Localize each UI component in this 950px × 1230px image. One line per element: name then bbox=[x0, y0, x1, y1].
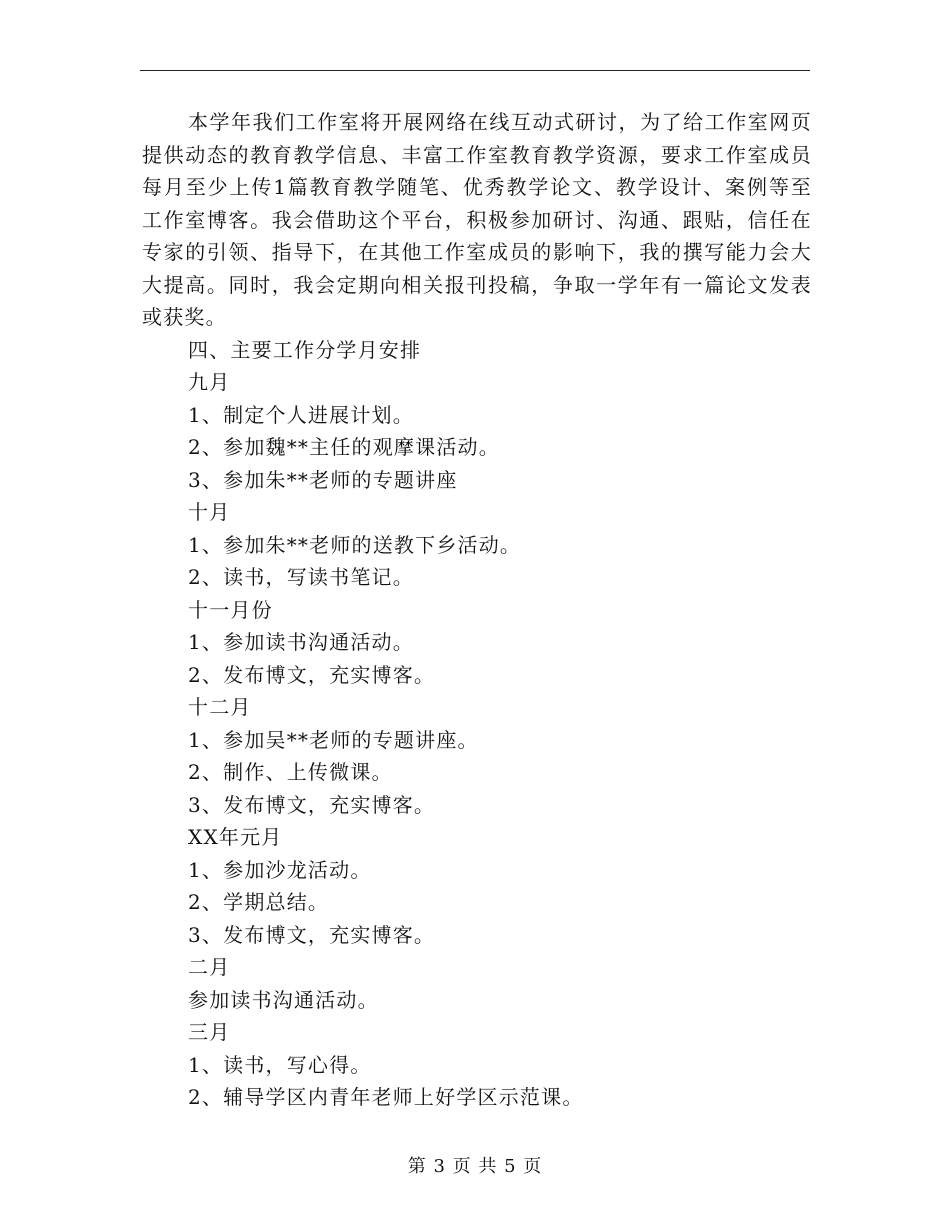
month-heading: 十二月 bbox=[188, 695, 252, 719]
month-heading: 十一月份 bbox=[188, 597, 273, 622]
list-item: 2、制作、上传微课。 bbox=[188, 760, 393, 784]
list-item: 2、辅导学区内青年老师上好学区示范课。 bbox=[188, 1085, 584, 1109]
list-item: 3、发布博文，充实博客。 bbox=[188, 922, 436, 947]
month-heading: 三月 bbox=[188, 1020, 231, 1044]
list-item: 1、参加读书沟通活动。 bbox=[188, 630, 414, 654]
page-number: 第 3 页 共 5 页 bbox=[407, 1156, 543, 1177]
schedule-list bbox=[142, 334, 812, 1114]
list-item: 1、制定个人进展计划。 bbox=[188, 402, 414, 427]
list-item: 1、参加沙龙活动。 bbox=[188, 857, 372, 882]
intro-paragraph: 本学年我们工作室将开展网络在线互动式研讨，为了给工作室网页提供动态的教育教学信息、丰富工作室教育教学资源，要求工作室成员每月至少上传1篇教育教学随笔、优秀教学论文、教学设计、案例等至工作室博客。我会借助这个平台，积极参加研讨、沟通、跟贴，信任在专家的引领、指导下，在其他工作室成员的影响下，我的撰写能力会大大提高。同时，我会定期向相关报刊投稿，争取一学年有一篇论文发表或获奖。 bbox=[142, 110, 812, 329]
list-item: 1、读书，写心得。 bbox=[188, 1052, 372, 1077]
list-item: 2、发布博文，充实博客。 bbox=[188, 662, 436, 687]
list-item: 参加读书沟通活动。 bbox=[188, 987, 379, 1012]
document-body bbox=[142, 106, 812, 1114]
month-heading: 十月 bbox=[188, 500, 231, 524]
header-rule bbox=[140, 70, 810, 71]
month-heading: XX年元月 bbox=[188, 825, 283, 849]
month-heading: 二月 bbox=[188, 955, 231, 979]
list-item: 3、发布博文，充实博客。 bbox=[188, 792, 436, 817]
list-item: 2、学期总结。 bbox=[188, 890, 330, 914]
list-item: 2、参加魏**主任的观摩课活动。 bbox=[188, 435, 500, 459]
list-item: 3、参加朱**老师的专题讲座 bbox=[188, 467, 458, 492]
list-item: 2、读书，写读书笔记。 bbox=[188, 565, 414, 589]
section-heading: 四、主要工作分学月安排 bbox=[188, 337, 422, 362]
list-item: 1、参加朱**老师的送教下乡活动。 bbox=[188, 532, 522, 557]
month-heading: 九月 bbox=[188, 370, 231, 394]
list-item: 1、参加吴**老师的专题讲座。 bbox=[188, 727, 479, 752]
